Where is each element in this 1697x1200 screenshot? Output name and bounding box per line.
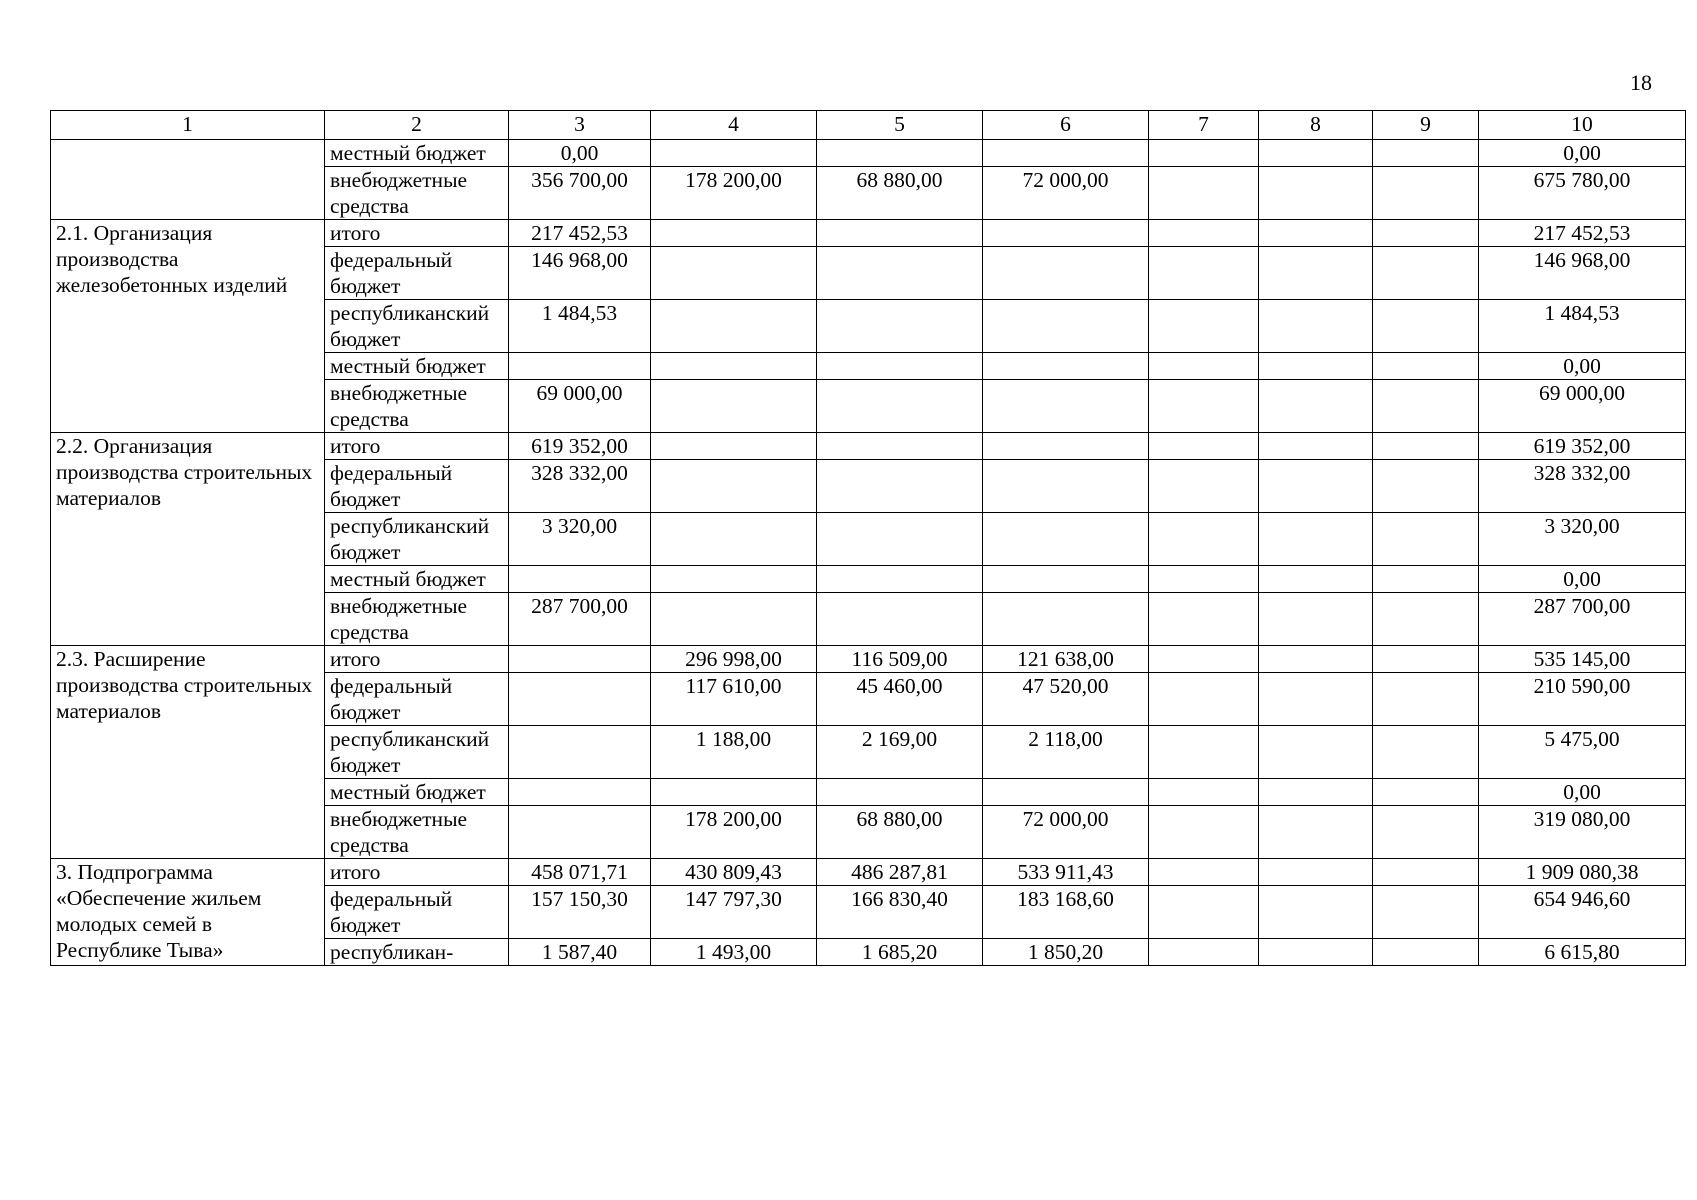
value-cell — [817, 220, 983, 247]
value-cell: 1 587,40 — [509, 939, 651, 966]
value-cell — [651, 433, 817, 460]
funding-source-cell: внебюджетные средства — [325, 806, 509, 859]
value-cell: 1 188,00 — [651, 726, 817, 779]
value-cell: 157 150,30 — [509, 886, 651, 939]
funding-source-cell: местный бюджет — [325, 779, 509, 806]
value-cell — [509, 779, 651, 806]
value-cell — [651, 140, 817, 167]
value-cell: 45 460,00 — [817, 673, 983, 726]
value-cell — [651, 779, 817, 806]
total-cell: 0,00 — [1479, 140, 1686, 167]
column-header: 3 — [509, 111, 651, 140]
funding-source-cell: республиканский бюджет — [325, 513, 509, 566]
empty-cell — [1373, 300, 1479, 353]
value-cell — [651, 566, 817, 593]
value-cell: 121 638,00 — [983, 646, 1149, 673]
item-title-cell: 3. Подпрограмма «Обеспечение жильем молодых семей в Республике Тыва» — [51, 859, 325, 966]
empty-cell — [1259, 353, 1373, 380]
empty-cell — [1149, 353, 1259, 380]
empty-cell — [1373, 593, 1479, 646]
table-row — [51, 140, 1686, 167]
empty-cell — [1373, 646, 1479, 673]
empty-cell — [1373, 513, 1479, 566]
total-cell: 217 452,53 — [1479, 220, 1686, 247]
table-row — [51, 220, 1686, 247]
total-cell: 1 484,53 — [1479, 300, 1686, 353]
value-cell — [983, 140, 1149, 167]
value-cell — [983, 220, 1149, 247]
value-cell — [817, 433, 983, 460]
empty-cell — [1149, 513, 1259, 566]
empty-cell — [1259, 779, 1373, 806]
empty-cell — [1373, 673, 1479, 726]
value-cell — [817, 300, 983, 353]
value-cell — [509, 353, 651, 380]
value-cell — [817, 513, 983, 566]
value-cell — [817, 247, 983, 300]
value-cell: 533 911,43 — [983, 859, 1149, 886]
empty-cell — [1373, 140, 1479, 167]
budget-table — [50, 110, 1686, 966]
value-cell: 0,00 — [509, 140, 651, 167]
table-row — [51, 859, 1686, 886]
total-cell: 619 352,00 — [1479, 433, 1686, 460]
value-cell: 619 352,00 — [509, 433, 651, 460]
empty-cell — [1259, 380, 1373, 433]
budget-table-body — [51, 111, 1686, 966]
total-cell: 0,00 — [1479, 353, 1686, 380]
funding-source-cell: республикан- — [325, 939, 509, 966]
empty-cell — [1259, 220, 1373, 247]
empty-cell — [1149, 806, 1259, 859]
total-cell: 535 145,00 — [1479, 646, 1686, 673]
value-cell — [651, 380, 817, 433]
empty-cell — [1259, 726, 1373, 779]
funding-source-cell: местный бюджет — [325, 353, 509, 380]
total-cell: 319 080,00 — [1479, 806, 1686, 859]
empty-cell — [1259, 247, 1373, 300]
value-cell — [983, 380, 1149, 433]
empty-cell — [1259, 167, 1373, 220]
value-cell — [817, 779, 983, 806]
value-cell: 486 287,81 — [817, 859, 983, 886]
funding-source-cell: федеральный бюджет — [325, 460, 509, 513]
value-cell — [983, 433, 1149, 460]
empty-cell — [1373, 433, 1479, 460]
value-cell — [509, 673, 651, 726]
column-header: 9 — [1373, 111, 1479, 140]
value-cell — [651, 460, 817, 513]
empty-cell — [1259, 673, 1373, 726]
empty-cell — [1259, 513, 1373, 566]
funding-source-cell: итого — [325, 220, 509, 247]
empty-cell — [1373, 806, 1479, 859]
value-cell: 47 520,00 — [983, 673, 1149, 726]
value-cell — [817, 566, 983, 593]
value-cell: 1 685,20 — [817, 939, 983, 966]
empty-cell — [1373, 859, 1479, 886]
total-cell: 328 332,00 — [1479, 460, 1686, 513]
item-title-cell: 2.3. Расширение производства строительных материалов — [51, 646, 325, 859]
value-cell — [509, 806, 651, 859]
total-cell: 3 320,00 — [1479, 513, 1686, 566]
funding-source-cell: итого — [325, 433, 509, 460]
column-header: 8 — [1259, 111, 1373, 140]
value-cell — [817, 140, 983, 167]
value-cell — [983, 593, 1149, 646]
total-cell: 654 946,60 — [1479, 886, 1686, 939]
value-cell — [983, 353, 1149, 380]
funding-source-cell: республиканский бюджет — [325, 300, 509, 353]
value-cell: 146 968,00 — [509, 247, 651, 300]
column-header: 4 — [651, 111, 817, 140]
funding-source-cell: итого — [325, 859, 509, 886]
empty-cell — [1259, 433, 1373, 460]
value-cell — [651, 593, 817, 646]
total-cell: 5 475,00 — [1479, 726, 1686, 779]
item-cell-continued — [51, 140, 325, 220]
funding-source-cell: местный бюджет — [325, 140, 509, 167]
empty-cell — [1259, 939, 1373, 966]
empty-cell — [1149, 566, 1259, 593]
column-header: 5 — [817, 111, 983, 140]
value-cell: 166 830,40 — [817, 886, 983, 939]
value-cell — [817, 353, 983, 380]
value-cell: 68 880,00 — [817, 806, 983, 859]
value-cell: 178 200,00 — [651, 167, 817, 220]
value-cell — [651, 247, 817, 300]
value-cell: 3 320,00 — [509, 513, 651, 566]
column-number-row — [51, 111, 1686, 140]
table-row — [51, 433, 1686, 460]
value-cell — [509, 566, 651, 593]
value-cell — [983, 247, 1149, 300]
empty-cell — [1373, 779, 1479, 806]
value-cell: 72 000,00 — [983, 806, 1149, 859]
column-header: 6 — [983, 111, 1149, 140]
empty-cell — [1149, 593, 1259, 646]
empty-cell — [1373, 247, 1479, 300]
funding-source-cell: федеральный бюджет — [325, 247, 509, 300]
empty-cell — [1149, 886, 1259, 939]
value-cell: 147 797,30 — [651, 886, 817, 939]
empty-cell — [1259, 886, 1373, 939]
value-cell — [983, 513, 1149, 566]
value-cell: 1 493,00 — [651, 939, 817, 966]
total-cell: 1 909 080,38 — [1479, 859, 1686, 886]
value-cell — [983, 566, 1149, 593]
empty-cell — [1373, 220, 1479, 247]
value-cell — [983, 300, 1149, 353]
value-cell: 116 509,00 — [817, 646, 983, 673]
value-cell: 2 169,00 — [817, 726, 983, 779]
total-cell: 287 700,00 — [1479, 593, 1686, 646]
item-title-cell: 2.1. Организация производства железобетонных изделий — [51, 220, 325, 433]
item-title-cell: 2.2. Организация производства строительных материалов — [51, 433, 325, 646]
value-cell — [651, 513, 817, 566]
column-header: 2 — [325, 111, 509, 140]
total-cell: 0,00 — [1479, 566, 1686, 593]
value-cell: 2 118,00 — [983, 726, 1149, 779]
value-cell: 69 000,00 — [509, 380, 651, 433]
table-row — [51, 646, 1686, 673]
empty-cell — [1149, 646, 1259, 673]
value-cell — [817, 460, 983, 513]
funding-source-cell: внебюджетные средства — [325, 167, 509, 220]
funding-source-cell: республиканский бюджет — [325, 726, 509, 779]
value-cell — [983, 779, 1149, 806]
value-cell — [983, 460, 1149, 513]
value-cell: 117 610,00 — [651, 673, 817, 726]
empty-cell — [1149, 726, 1259, 779]
funding-source-cell: внебюджетные средства — [325, 380, 509, 433]
total-cell: 0,00 — [1479, 779, 1686, 806]
column-header: 10 — [1479, 111, 1686, 140]
empty-cell — [1259, 140, 1373, 167]
empty-cell — [1373, 167, 1479, 220]
empty-cell — [1149, 460, 1259, 513]
value-cell: 178 200,00 — [651, 806, 817, 859]
empty-cell — [1259, 806, 1373, 859]
value-cell: 356 700,00 — [509, 167, 651, 220]
funding-source-cell: итого — [325, 646, 509, 673]
empty-cell — [1149, 140, 1259, 167]
value-cell: 430 809,43 — [651, 859, 817, 886]
empty-cell — [1149, 859, 1259, 886]
value-cell: 68 880,00 — [817, 167, 983, 220]
value-cell: 1 484,53 — [509, 300, 651, 353]
total-cell: 6 615,80 — [1479, 939, 1686, 966]
funding-source-cell: внебюджетные средства — [325, 593, 509, 646]
funding-source-cell: федеральный бюджет — [325, 886, 509, 939]
value-cell: 183 168,60 — [983, 886, 1149, 939]
value-cell: 458 071,71 — [509, 859, 651, 886]
value-cell — [651, 220, 817, 247]
total-cell: 210 590,00 — [1479, 673, 1686, 726]
funding-source-cell: местный бюджет — [325, 566, 509, 593]
value-cell: 217 452,53 — [509, 220, 651, 247]
empty-cell — [1149, 939, 1259, 966]
empty-cell — [1149, 380, 1259, 433]
value-cell — [651, 300, 817, 353]
empty-cell — [1149, 167, 1259, 220]
value-cell — [817, 593, 983, 646]
funding-source-cell: федеральный бюджет — [325, 673, 509, 726]
empty-cell — [1259, 300, 1373, 353]
empty-cell — [1259, 646, 1373, 673]
value-cell: 1 850,20 — [983, 939, 1149, 966]
empty-cell — [1373, 886, 1479, 939]
empty-cell — [1259, 859, 1373, 886]
value-cell: 287 700,00 — [509, 593, 651, 646]
value-cell: 296 998,00 — [651, 646, 817, 673]
column-header: 7 — [1149, 111, 1259, 140]
total-cell: 675 780,00 — [1479, 167, 1686, 220]
empty-cell — [1149, 300, 1259, 353]
value-cell — [817, 380, 983, 433]
empty-cell — [1259, 460, 1373, 513]
total-cell: 146 968,00 — [1479, 247, 1686, 300]
column-header: 1 — [51, 111, 325, 140]
empty-cell — [1373, 726, 1479, 779]
empty-cell — [1373, 460, 1479, 513]
value-cell — [509, 726, 651, 779]
value-cell — [509, 646, 651, 673]
page-number: 18 — [1630, 70, 1652, 95]
value-cell: 328 332,00 — [509, 460, 651, 513]
empty-cell — [1149, 220, 1259, 247]
empty-cell — [1149, 779, 1259, 806]
empty-cell — [1373, 939, 1479, 966]
empty-cell — [1373, 380, 1479, 433]
empty-cell — [1259, 566, 1373, 593]
value-cell — [651, 353, 817, 380]
empty-cell — [1149, 673, 1259, 726]
value-cell: 72 000,00 — [983, 167, 1149, 220]
empty-cell — [1373, 353, 1479, 380]
empty-cell — [1373, 566, 1479, 593]
total-cell: 69 000,00 — [1479, 380, 1686, 433]
empty-cell — [1149, 433, 1259, 460]
empty-cell — [1149, 247, 1259, 300]
empty-cell — [1259, 593, 1373, 646]
